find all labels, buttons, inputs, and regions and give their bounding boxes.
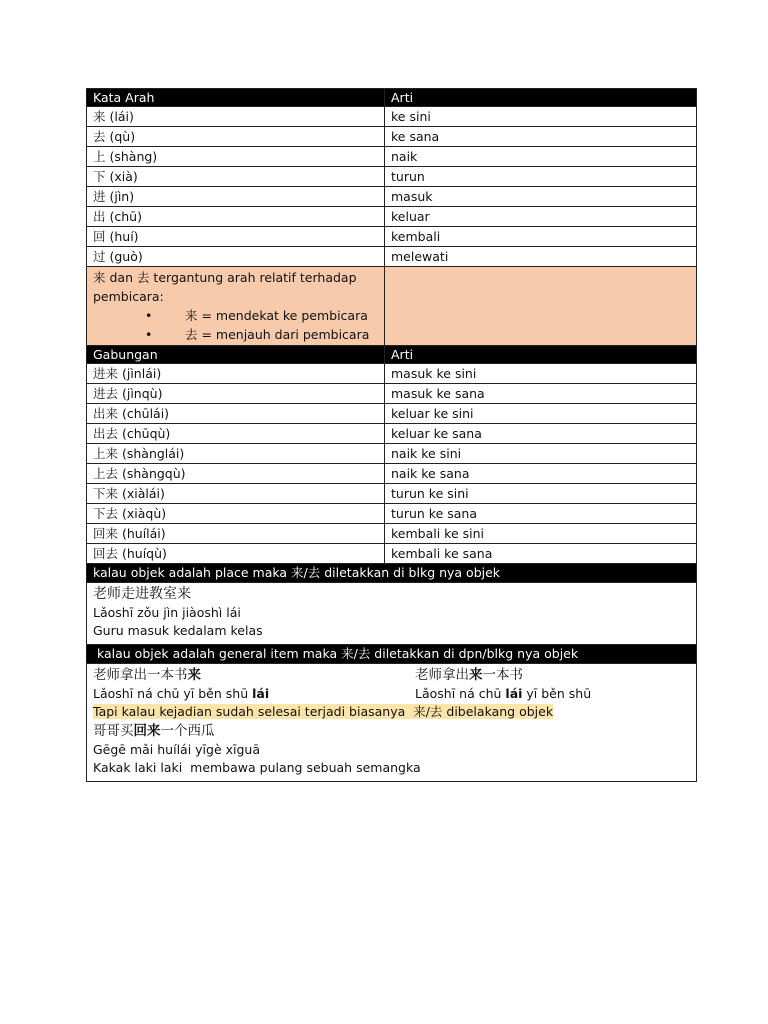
text: Lǎoshī ná chū [415, 686, 506, 701]
bullet-item: • 来 = mendekat ke pembicara [145, 306, 378, 325]
compound-cell: 回去 (huíqù) [87, 544, 385, 564]
table-row [87, 127, 697, 147]
meaning-cell: turun ke sana [385, 504, 697, 524]
text: 哥哥买 [93, 723, 134, 739]
table-row [87, 384, 697, 404]
table-row [87, 227, 697, 247]
table-row [87, 167, 697, 187]
meaning-cell: keluar ke sini [385, 404, 697, 424]
meaning-cell: kembali [385, 227, 697, 247]
example-left [93, 665, 415, 685]
meaning-cell: keluar [385, 207, 697, 227]
word-cell: 出 (chū) [87, 207, 385, 227]
word-cell: 过 (guò) [87, 247, 385, 267]
table-row [87, 524, 697, 544]
meaning-cell: turun ke sini [385, 484, 697, 504]
section-header-general [87, 645, 697, 664]
header-gabungan: Gabungan [87, 346, 385, 364]
text: 老师拿出一本书 [93, 667, 188, 683]
section-place-body [87, 583, 697, 645]
meaning-cell: turun [385, 167, 697, 187]
word-cell: 下 (xià) [87, 167, 385, 187]
highlight-line [93, 703, 690, 721]
word-cell: 上 (shàng) [87, 147, 385, 167]
table-row [87, 504, 697, 524]
text: 老师拿出 [415, 667, 469, 683]
bold-text: 来 [469, 667, 483, 683]
example-right [415, 665, 523, 685]
note-cell [87, 267, 385, 346]
table-row [87, 207, 697, 227]
header-kata-arah: Kata Arah [87, 89, 385, 107]
table-row [87, 544, 697, 564]
example-right [415, 685, 591, 703]
meaning-cell: kembali ke sana [385, 544, 697, 564]
table-row [87, 484, 697, 504]
example-meaning: Guru masuk kedalam kelas [93, 623, 263, 638]
example-hanzi: 老师走进教室来 [93, 586, 191, 602]
compound-cell: 出去 (chūqù) [87, 424, 385, 444]
compound-cell: 进去 (jìnqù) [87, 384, 385, 404]
word-cell: 进 (jìn) [87, 187, 385, 207]
compound-cell: 上去 (shàngqù) [87, 464, 385, 484]
table-row [87, 364, 697, 384]
word-cell: 来 (lái) [87, 107, 385, 127]
section-general-body [87, 664, 697, 782]
compound-cell: 回来 (huílái) [87, 524, 385, 544]
table-row [87, 247, 697, 267]
bold-text: 回来 [133, 723, 161, 739]
table-row [87, 444, 697, 464]
note-row [87, 267, 697, 346]
example-left [93, 685, 415, 703]
meaning-cell: ke sini [385, 107, 697, 127]
header-arti: Arti [385, 346, 697, 364]
example-pinyin: Lǎoshī zǒu jìn jiàoshì lái [93, 605, 241, 620]
table-row [87, 147, 697, 167]
meaning-cell: masuk [385, 187, 697, 207]
direction-words-table [86, 88, 697, 782]
example-hanzi [93, 721, 690, 741]
example-pinyin-pair [93, 685, 690, 703]
meaning-cell: naik ke sini [385, 444, 697, 464]
note-bullets [93, 306, 378, 344]
bold-text: lái [252, 686, 270, 701]
bold-text: 来 [187, 667, 201, 683]
meaning-cell: masuk ke sini [385, 364, 697, 384]
text: yī běn shū [522, 686, 592, 701]
word-cell: 去 (qù) [87, 127, 385, 147]
table-row [87, 464, 697, 484]
meaning-cell: naik ke sana [385, 464, 697, 484]
example-cell [87, 664, 697, 782]
text: Lǎoshī ná chū yī běn shū [93, 686, 253, 701]
table-row [87, 404, 697, 424]
note-empty-cell [385, 267, 697, 346]
section-header-place [87, 564, 697, 583]
word-cell: 回 (huí) [87, 227, 385, 247]
meaning-cell: masuk ke sana [385, 384, 697, 404]
compound-cell: 出来 (chūlái) [87, 404, 385, 424]
section-header-text: kalau objek adalah place maka 来/去 diletakkan di blkg nya objek [87, 564, 697, 583]
compound-cell: 进来 (jìnlái) [87, 364, 385, 384]
example-pinyin: Gēgē mǎi huílái yīgè xīguā [93, 742, 261, 757]
table-header [87, 89, 697, 107]
meaning-cell: melewati [385, 247, 697, 267]
table-header [87, 346, 697, 364]
example-hanzi-pair [93, 665, 690, 685]
section-header-text: kalau objek adalah general item maka 来/去 diletakkan di dpn/blkg nya objek [87, 645, 697, 664]
text: 一本书 [482, 667, 523, 683]
meaning-cell: ke sana [385, 127, 697, 147]
bullet-item: • 去 = menjauh dari pembicara [145, 325, 378, 344]
example-cell [87, 583, 697, 645]
header-arti: Arti [385, 89, 697, 107]
table-row [87, 107, 697, 127]
meaning-cell: naik [385, 147, 697, 167]
note-text: 来 dan 去 tergantung arah relatif terhadap pembicara: [93, 270, 357, 304]
compound-cell: 下去 (xiàqù) [87, 504, 385, 524]
example-meaning: Kakak laki laki membawa pulang sebuah semangka [93, 760, 421, 775]
text: 一个西瓜 [160, 723, 215, 739]
highlighted-note: Tapi kalau kejadian sudah selesai terjadi biasanya 来/去 dibelakang objek [93, 704, 554, 719]
table-row [87, 187, 697, 207]
meaning-cell: keluar ke sana [385, 424, 697, 444]
bold-text: lái [505, 686, 523, 701]
compound-cell: 下来 (xiàlái) [87, 484, 385, 504]
compound-cell: 上来 (shànglái) [87, 444, 385, 464]
table-row [87, 424, 697, 444]
meaning-cell: kembali ke sini [385, 524, 697, 544]
